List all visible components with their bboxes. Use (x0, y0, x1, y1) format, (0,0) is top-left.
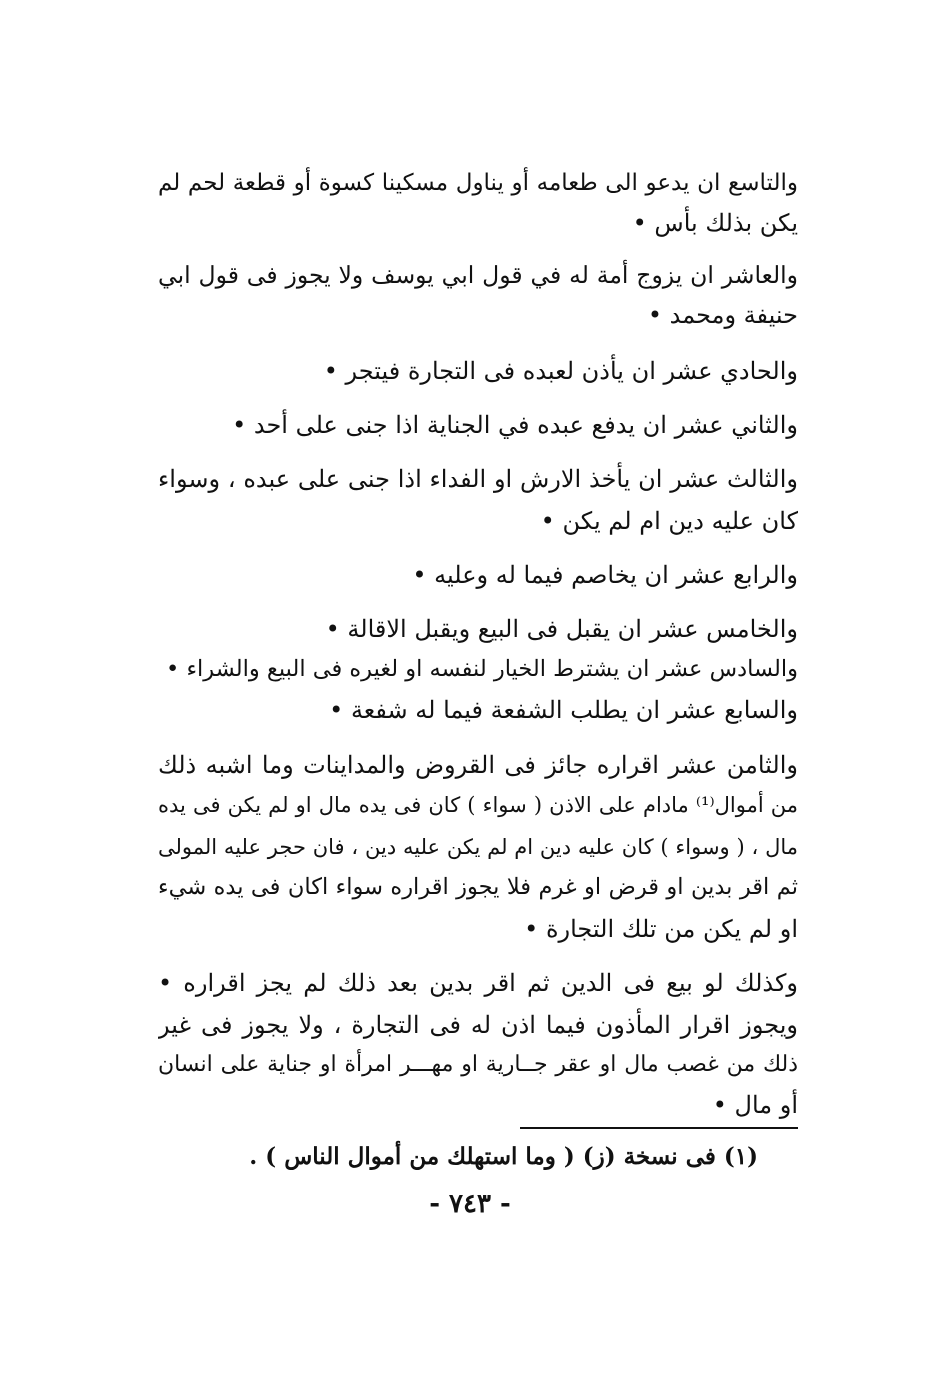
text-line: والعاشر ان يزوج أمة له في قول ابي يوسف ولا يجوز فى قول ابي (158, 261, 798, 289)
text-line: كان عليه دين ام لم يكن • (540, 507, 798, 535)
text-line: والثاني عشر ان يدفع عبده في الجناية اذا جنى على أحد • (232, 411, 798, 439)
page-number: - ٧٤٣ - (429, 1189, 511, 1219)
text-line: والخامس عشر ان يقبل فى البيع ويقبل الاقالة • (325, 615, 798, 643)
text-line: ذلك من غصب مال او عقر جــارية او مهـــر امرأة او جناية على انسان (158, 1052, 798, 1077)
text-line: أو مال • (712, 1091, 798, 1119)
text-line: وكذلك لو بيع فى الدين ثم اقر بدين بعد ذلك لم يجز اقراره • (158, 969, 798, 997)
text-line: ثم اقر بدين او قرض او غرم فلا يجوز اقراره سواء اكان فى يده شيء (158, 874, 798, 900)
footnote: (١) فى نسخة (ز) ( وما استهلك من أموال الناس ) . (249, 1143, 758, 1170)
text-line: والحادي عشر ان يأذن لعبده فى التجارة فيتجر • (323, 357, 798, 385)
text-line: والسادس عشر ان يشترط الخيار لنفسه او لغيره فى البيع والشراء • (166, 656, 798, 682)
text-line: من أموال⁽¹⁾ مادام على الاذن ( سواء ) كان فى يده مال او لم يكن فى يده (158, 793, 798, 817)
text-line: او لم يكن من تلك التجارة • (524, 915, 798, 943)
text-line: والثامن عشر اقراره جائز فى القروض والمداينات وما اشبه ذلك (158, 751, 798, 779)
text-line: حنيفة ومحمد • (647, 301, 798, 329)
text-line: ويجوز اقرار المأذون فيما اذن له فى التجارة ، ولا يجوز فى غير (158, 1011, 798, 1039)
text-line: والثالث عشر ان يأخذ الارش او الفداء اذا جنى على عبده ، وسواء (158, 465, 798, 493)
text-line: يكن بذلك بأس • (632, 209, 798, 237)
text-line: والرابع عشر ان يخاصم فيما له وعليه • (412, 561, 798, 589)
text-line: والتاسع ان يدعو الى طعامه أو يناول مسكينا كسوة أو قطعة لحم لم (158, 170, 798, 196)
text-line: والسابع عشر ان يطلب الشفعة فيما له شفعة • (329, 696, 798, 724)
text-line: مال ، ( وسواء ) كان عليه دين ام لم يكن عليه دين ، فان حجر عليه المولى (158, 835, 798, 859)
footnote-separator (520, 1127, 798, 1129)
